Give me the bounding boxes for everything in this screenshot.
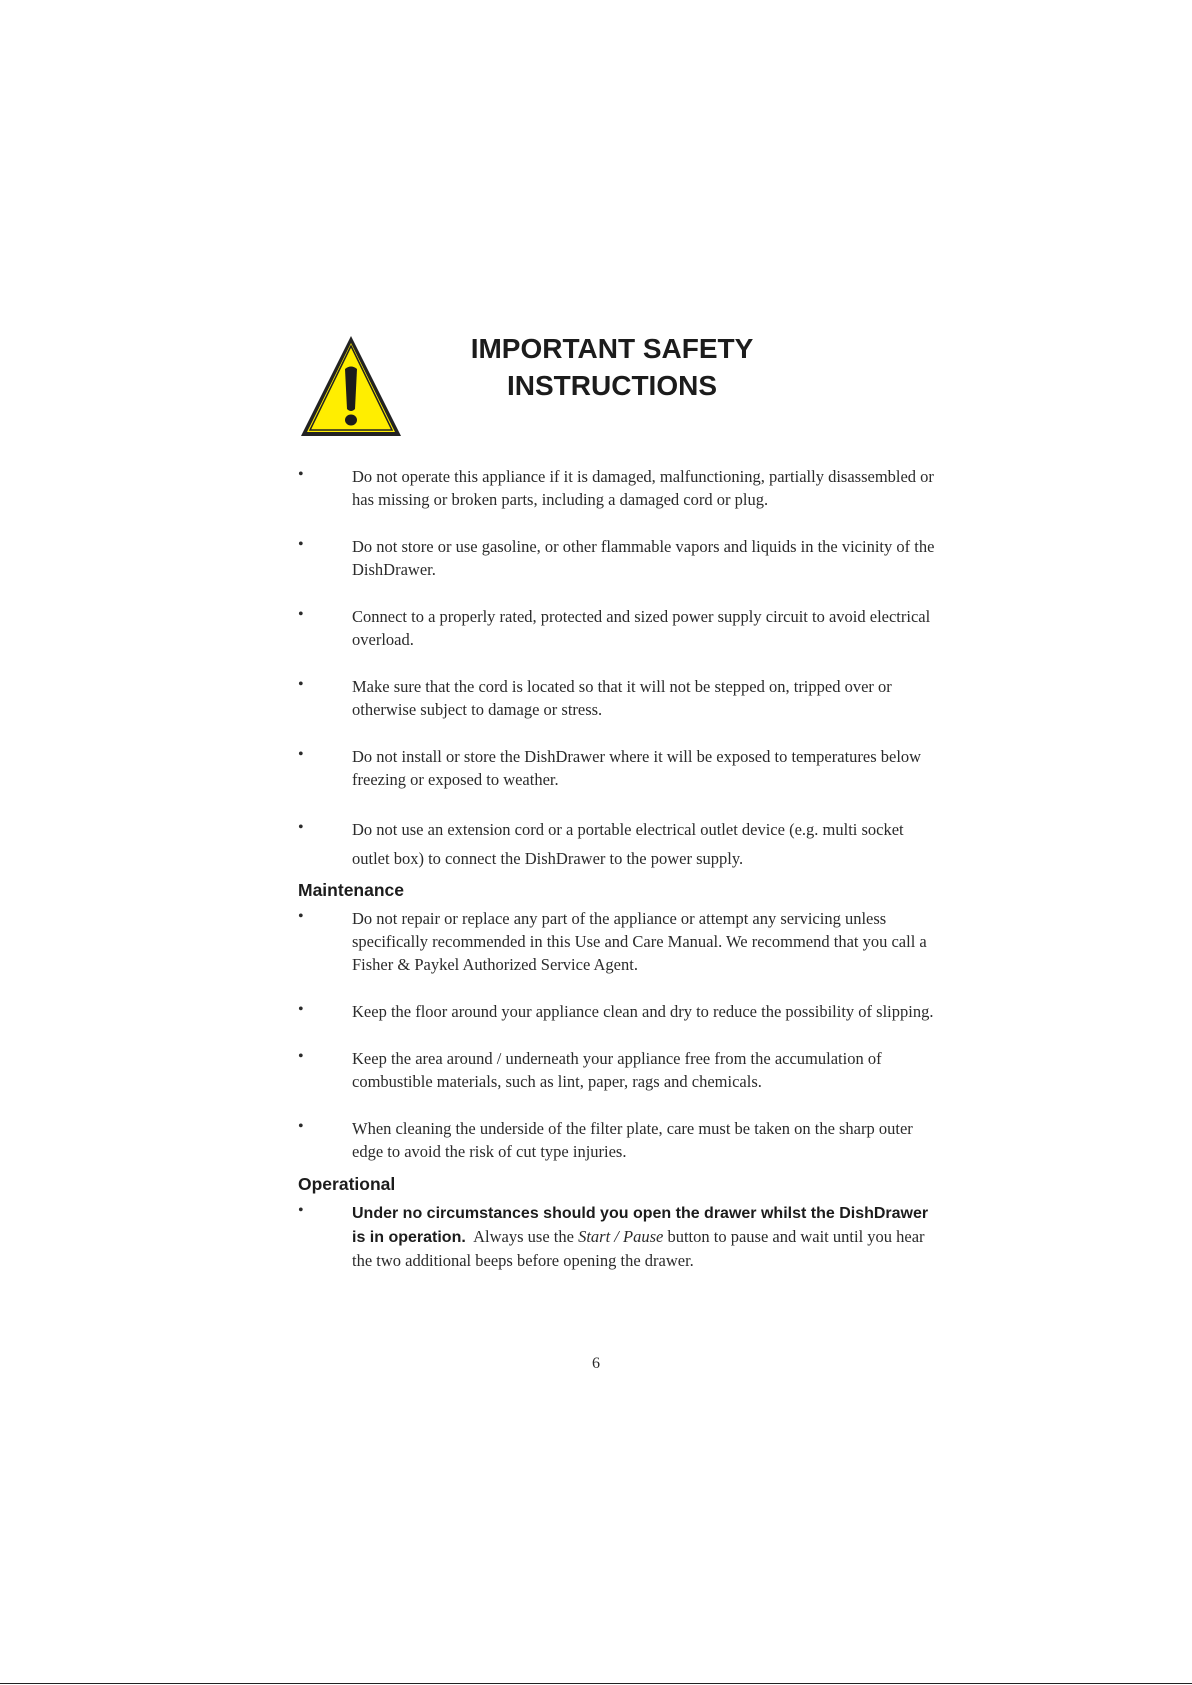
bullet-icon: •: [298, 1001, 304, 1018]
title-line-1: IMPORTANT SAFETY: [470, 333, 754, 364]
section-heading-maintenance: Maintenance: [298, 880, 404, 900]
warning-triangle-icon: [298, 333, 404, 439]
section-heading-operational: Operational: [298, 1174, 396, 1194]
bullet-icon: •: [298, 536, 304, 553]
list-item-text: Do not store or use gasoline, or other flammable vapors and liquids in the vicinity of the DishDrawer.: [352, 537, 935, 579]
list-item: [298, 465, 938, 511]
list-item-text: Keep the floor around your appliance clean and dry to reduce the possibility of slipping.: [352, 1002, 934, 1021]
bullet-icon: •: [298, 908, 304, 925]
list-item-text: Keep the area around / underneath your appliance free from the accumulation of combustible materials, such as lint, paper, rags and chemicals.: [352, 1049, 882, 1091]
bullet-icon: •: [298, 1118, 304, 1135]
bullet-icon: •: [298, 606, 304, 623]
list-item-text: When cleaning the underside of the filter plate, care must be taken on the sharp outer edge to avoid the risk of cut type injuries.: [352, 1119, 913, 1161]
list-item: [298, 745, 938, 791]
start-pause-button-name: Start / Pause: [578, 1227, 664, 1246]
list-item-text: Do not use an extension cord or a portable electrical outlet device (e.g. multi socket outlet box) to connect the DishDrawer to the power supply.: [352, 820, 904, 868]
bullet-icon: •: [298, 466, 304, 483]
bullet-icon: •: [298, 1048, 304, 1065]
list-item: [298, 1000, 938, 1023]
list-item-text: Always use the: [473, 1227, 574, 1246]
list-item: [298, 675, 938, 721]
bullet-icon: •: [298, 746, 304, 763]
list-item-text: Do not install or store the DishDrawer where it will be exposed to temperatures below freezing or exposed to weather.: [352, 747, 922, 789]
list-item: [298, 605, 938, 651]
bullet-icon: •: [298, 819, 304, 836]
bullet-icon: •: [298, 1202, 304, 1219]
warning-emphasis-text: Under no circumstances should you open the drawer whilst the DishDrawer is in operation.: [352, 1205, 929, 1246]
list-item-text: button to pause and wait until you hear the two additional beeps before opening the drawer.: [352, 1227, 925, 1270]
page-number: 6: [592, 1355, 600, 1372]
list-item-text: Do not operate this appliance if it is damaged, malfunctioning, partially disassembled or has missing or broken parts, including a damaged cord or plug.: [352, 467, 934, 509]
list-item: [298, 1117, 938, 1163]
instructions-body: [298, 465, 938, 1272]
page-title: [432, 330, 792, 404]
list-item: [298, 535, 938, 581]
bullet-icon: •: [298, 676, 304, 693]
list-item: [298, 1201, 938, 1272]
list-item: [298, 907, 938, 976]
list-item: [298, 1047, 938, 1093]
title-line-2: INSTRUCTIONS: [507, 370, 717, 401]
list-item-text: Connect to a properly rated, protected and sized power supply circuit to avoid electrical overload.: [352, 607, 931, 649]
list-item-text: Do not repair or replace any part of the appliance or attempt any servicing unless specifically recommended in this Use and Care Manual. We recommend that you call a Fisher & Paykel Authorized Service Agent.: [352, 909, 927, 974]
page-edge-divider: [0, 1683, 1192, 1684]
list-item-text: Make sure that the cord is located so that it will not be stepped on, tripped over or otherwise subject to damage or stress.: [352, 677, 892, 719]
list-item: [298, 815, 938, 873]
